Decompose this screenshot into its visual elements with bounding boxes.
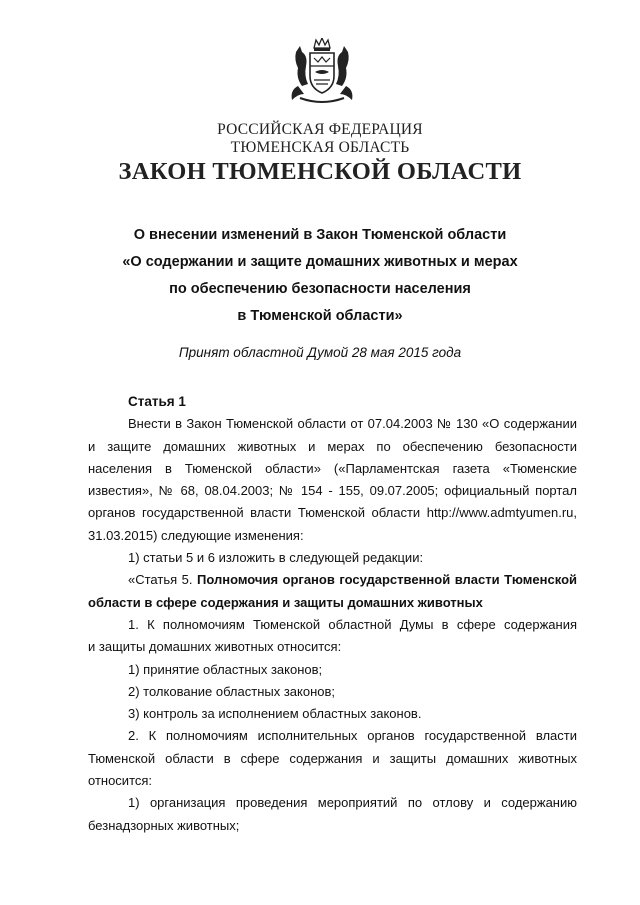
header-country: РОССИЙСКАЯ ФЕДЕРАЦИЯ: [217, 121, 423, 138]
article-5-prefix: «Статья 5.: [128, 572, 197, 588]
article-5-heading: [88, 569, 577, 591]
text-line: относится:: [88, 773, 153, 789]
text-line: органов государственной власти Тюменской области http://www.admtyumen.ru,: [88, 505, 577, 521]
article-5-title-cont: области в сфере содержания и защиты домашних животных: [88, 594, 483, 610]
list-item: 1) организация проведения мероприятий по отлову и содержанию: [128, 795, 577, 811]
text-line: 1. К полномочиям Тюменской областной Думы в сфере содержания: [128, 616, 577, 632]
law-title-line: в Тюменской области»: [237, 308, 403, 324]
coat-of-arms-icon: [288, 38, 356, 108]
text-line: населения в Тюменской области» («Парламентская газета «Тюменские: [88, 460, 577, 476]
adoption-date: Принят областной Думой 28 мая 2015 года: [178, 345, 462, 360]
law-title-line: «О содержании и защите домашних животных и мерах: [122, 254, 518, 270]
text-line: 1) статьи 5 и 6 изложить в следующей редакции:: [128, 550, 424, 566]
text-line: и защиты домашних животных относится:: [88, 639, 342, 655]
text-line: 2. К полномочиям исполнительных органов государственной власти: [128, 728, 577, 744]
document-body: [88, 391, 577, 837]
article-heading: Статья 1: [128, 394, 186, 409]
header-region: ТЮМЕНСКАЯ ОБЛАСТЬ: [230, 139, 410, 156]
text-line: Тюменской области в сфере содержания и защиты домашних животных: [88, 750, 577, 766]
law-heading: ЗАКОН ТЮМЕНСКОЙ ОБЛАСТИ: [118, 158, 522, 185]
text-line: известия», № 68, 08.04.2003; № 154 - 155, 09.07.2005; официальный портал: [88, 483, 577, 499]
law-title-line: по обеспечению безопасности населения: [169, 281, 471, 297]
text-line: 31.03.2015) следующие изменения:: [88, 527, 304, 543]
text-line: Внести в Закон Тюменской области от 07.04.2003 № 130 «О содержании: [128, 416, 577, 432]
article-5-title: Полномочия органов государственной власти Тюменской: [197, 572, 578, 588]
text-line: безнадзорных животных;: [88, 817, 240, 833]
list-item: 3) контроль за исполнением областных законов.: [128, 706, 422, 722]
text-line: и защите домашних животных и мерах по обеспечению безопасности: [88, 438, 577, 454]
text-line: [88, 592, 577, 614]
law-title: [60, 222, 580, 330]
list-item: 1) принятие областных законов;: [128, 661, 323, 677]
list-item: 2) толкование областных законов;: [128, 683, 336, 699]
law-title-line: О внесении изменений в Закон Тюменской области: [133, 227, 507, 243]
